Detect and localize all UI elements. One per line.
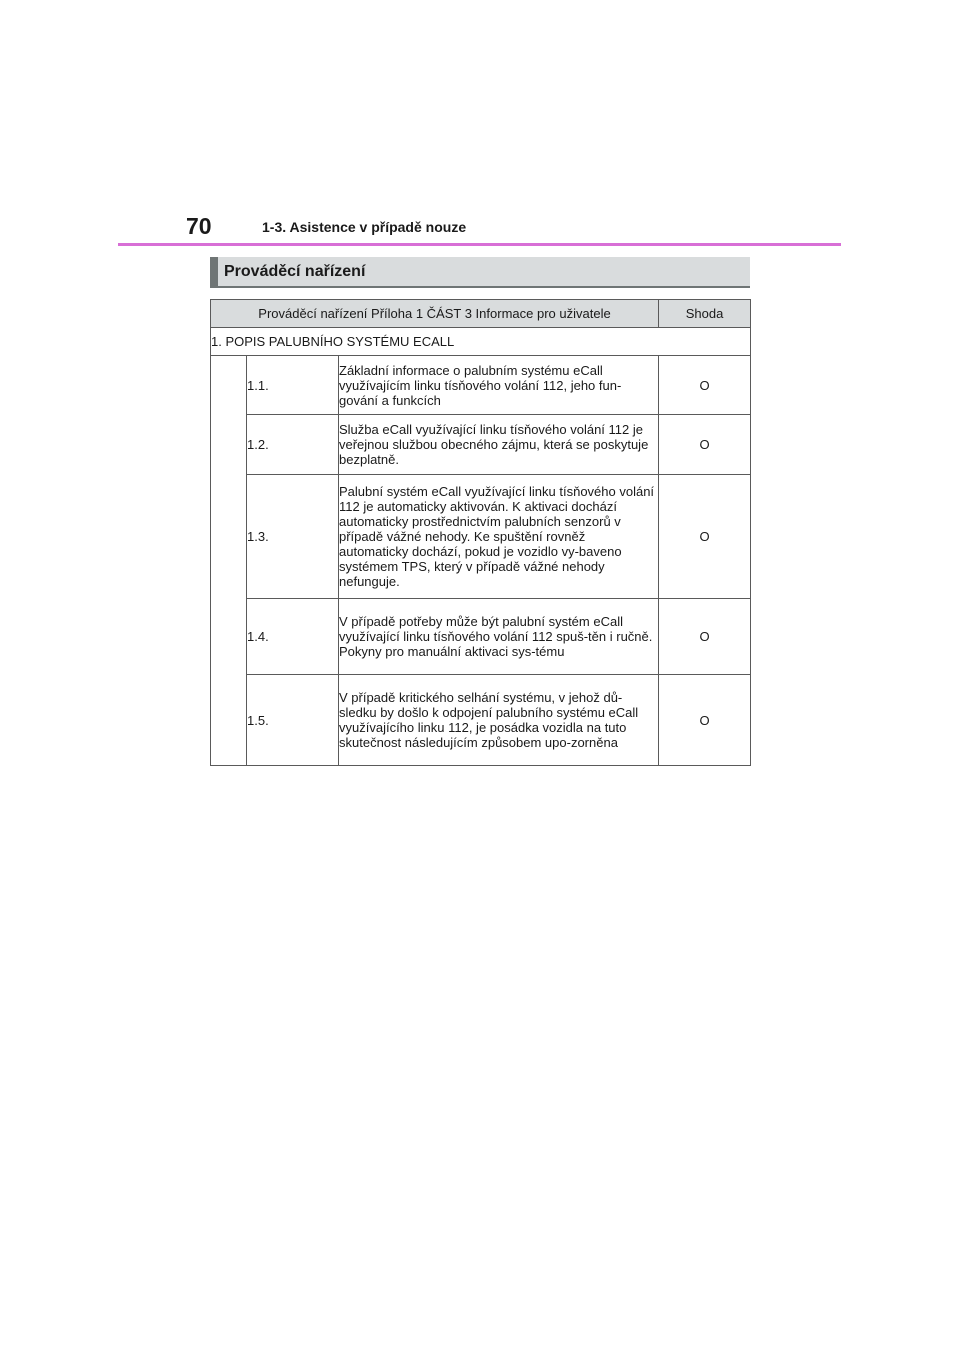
table-header-row [211, 300, 751, 328]
row-text: Palubní systém eCall využívající linku tísňového volání 112 je automaticky aktivován. K aktivaci dochází automaticky prostřednictvím palubních senzorů v případě vážné nehody. Ke spuštění rovněž automaticky dochází, pokud je vozidlo vy-baveno systémem TPS, který v případě vážné nehody nefunguje. [339, 475, 659, 599]
table-group-row [211, 328, 751, 356]
column-header-requirement: Prováděcí nařízení Příloha 1 ČÁST 3 Informace pro uživatele [211, 300, 659, 328]
page-number: 70 [186, 213, 212, 239]
row-number: 1.1. [247, 356, 339, 415]
row-number: 1.3. [247, 475, 339, 599]
table-row [211, 475, 751, 599]
table-row [211, 675, 751, 766]
section-rule [210, 286, 750, 288]
row-text: Základní informace o palubním systému eCall využívajícím linku tísňového volání 112, jeho fun-gování a funkcích [339, 356, 659, 415]
indent-cell [211, 356, 247, 766]
section-heading: Prováděcí nařízení [210, 257, 750, 287]
header-rule [118, 243, 841, 246]
row-status: O [659, 415, 751, 475]
compliance-table [210, 299, 751, 766]
row-text: V případě kritického selhání systému, v jehož dů-sledku by došlo k odpojení palubního systému eCall využívajícího linku 112, je posádka vozidla na tuto skutečnost následujícím způsobem upo-zorněna [339, 675, 659, 766]
row-number: 1.5. [247, 675, 339, 766]
row-status: O [659, 356, 751, 415]
row-text: V případě potřeby může být palubní systém eCall využívající linku tísňového volání 112 spuš-těn i ručně. Pokyny pro manuální aktivaci sys-tému [339, 599, 659, 675]
row-status: O [659, 599, 751, 675]
row-text: Služba eCall využívající linku tísňového volání 112 je veřejnou službou obecného zájmu, která se poskytuje bezplatně. [339, 415, 659, 475]
group-title: 1. POPIS PALUBNÍHO SYSTÉMU ECALL [211, 328, 751, 356]
row-status: O [659, 475, 751, 599]
row-status: O [659, 675, 751, 766]
table-row [211, 356, 751, 415]
table-row [211, 599, 751, 675]
column-header-compliance: Shoda [659, 300, 751, 328]
table-row [211, 415, 751, 475]
row-number: 1.4. [247, 599, 339, 675]
row-number: 1.2. [247, 415, 339, 475]
chapter-title: 1-3. Asistence v případě nouze [262, 219, 467, 235]
